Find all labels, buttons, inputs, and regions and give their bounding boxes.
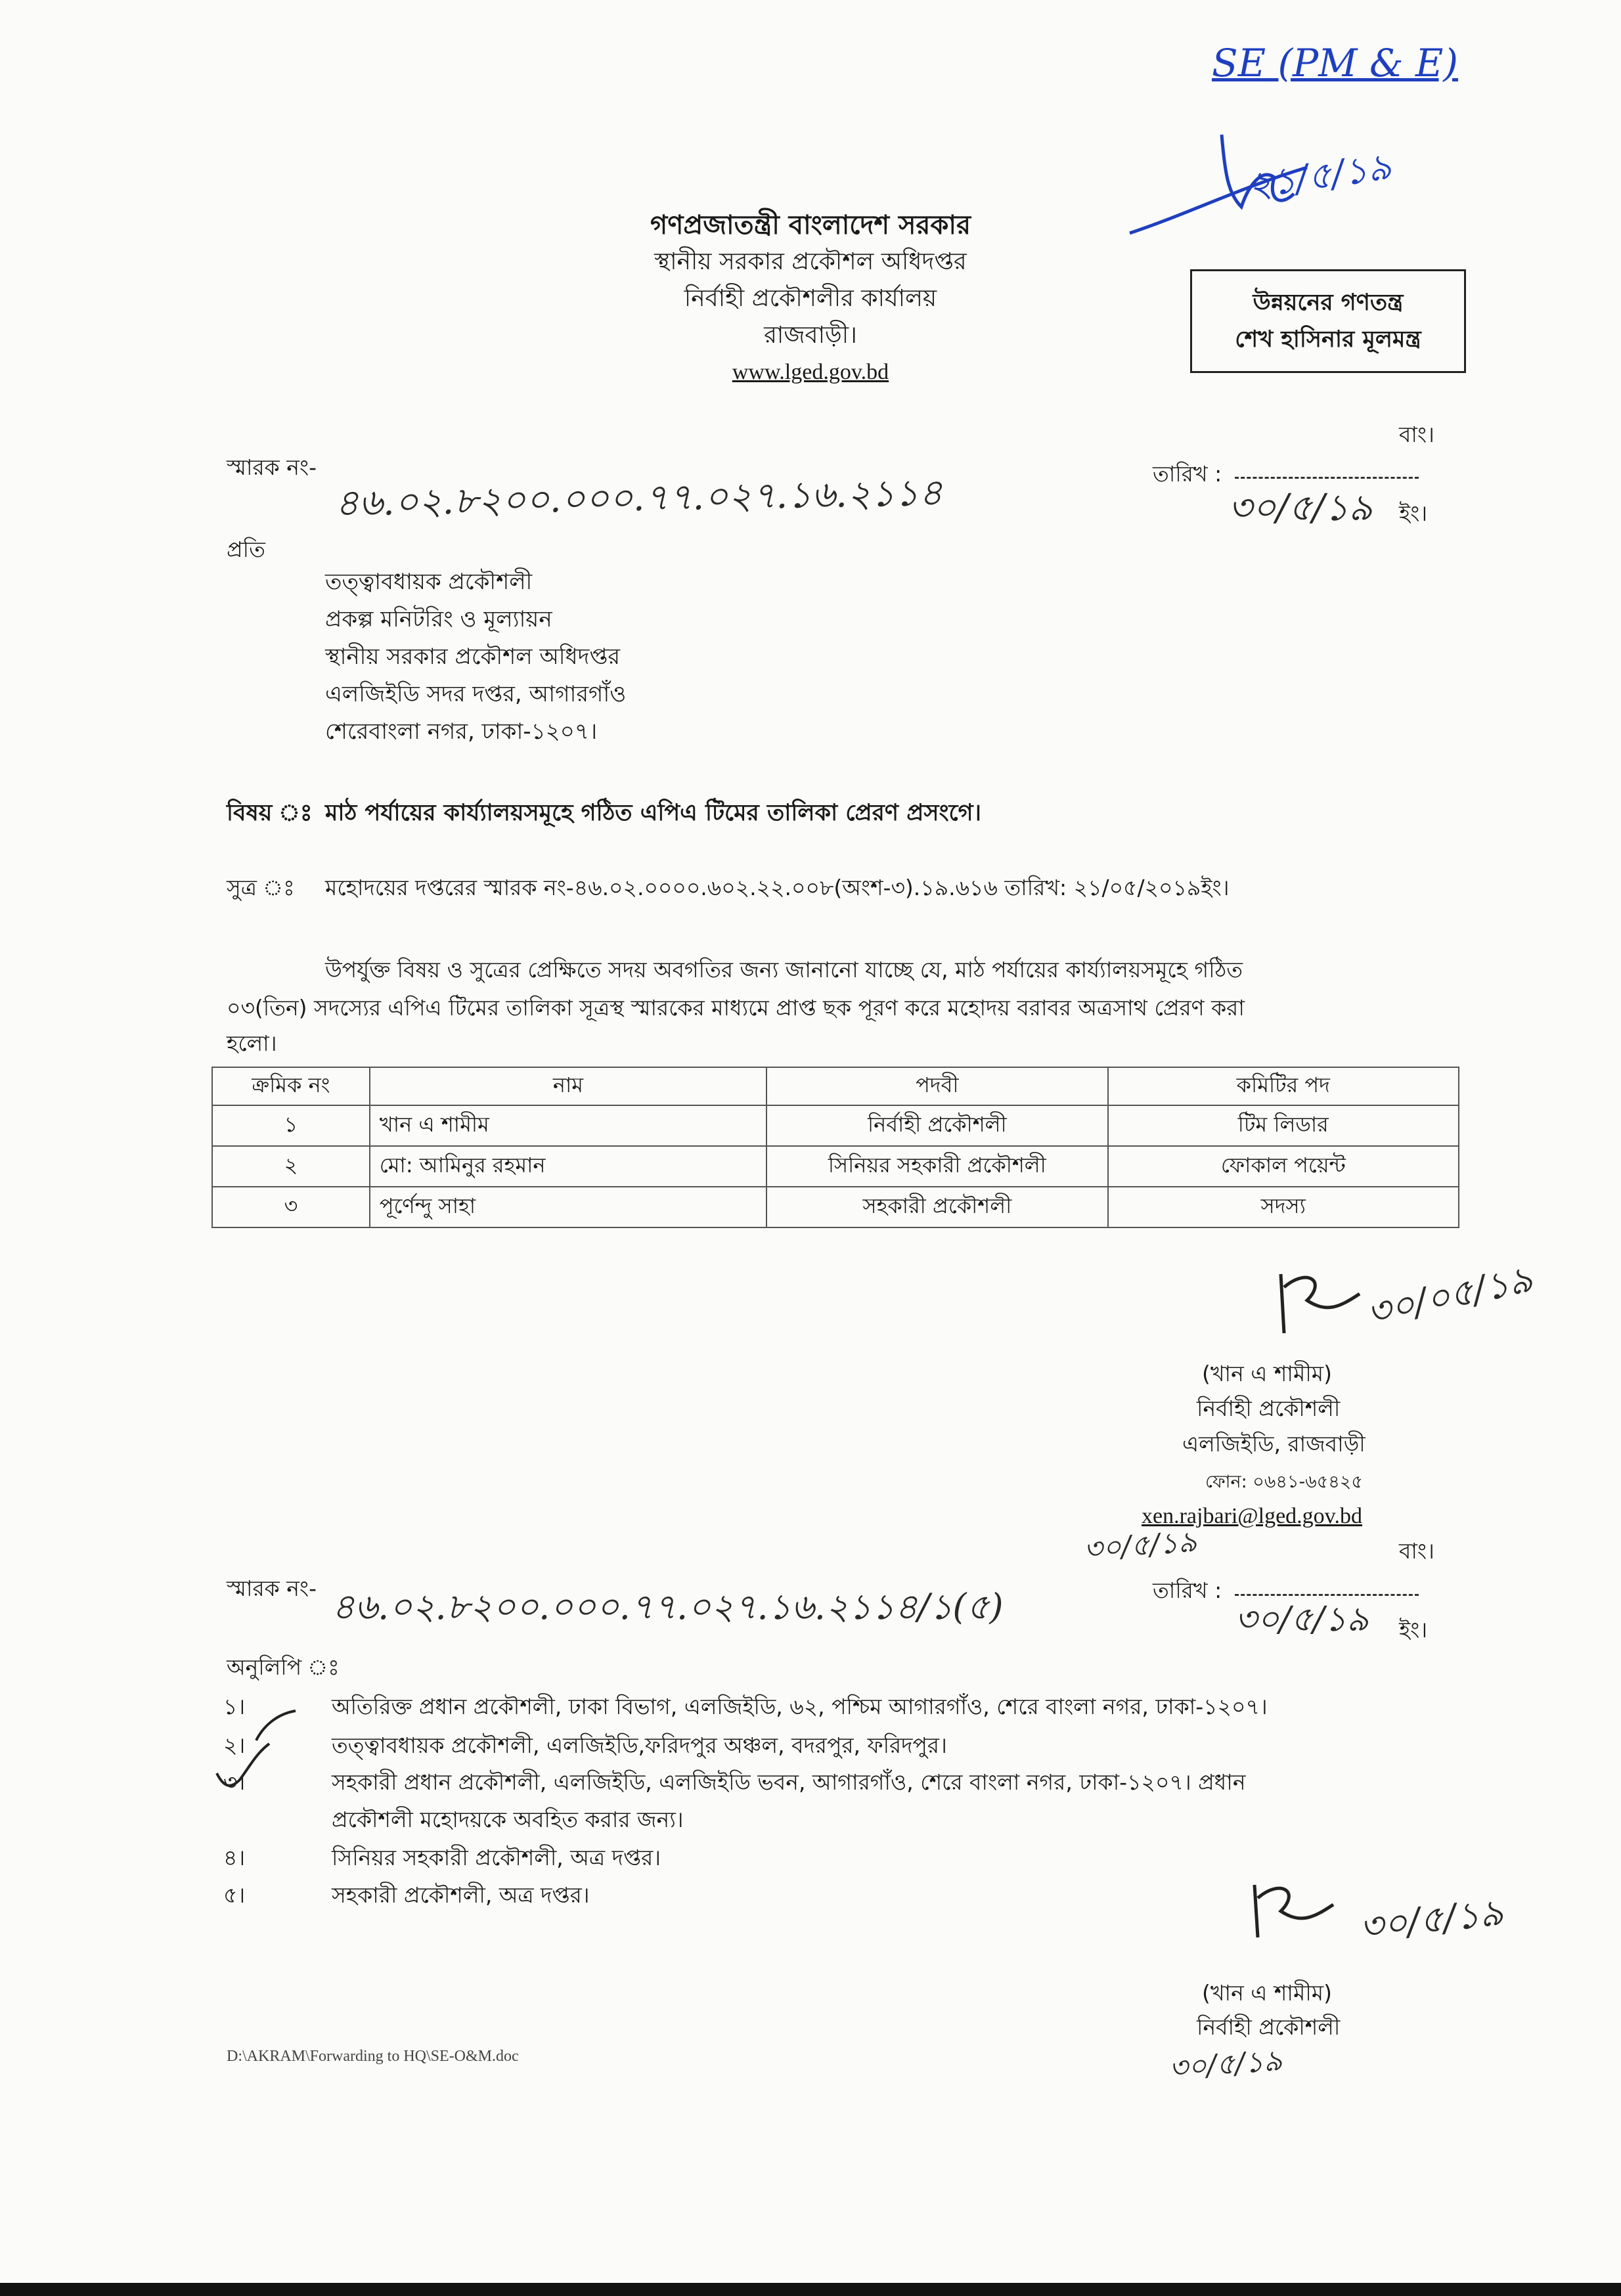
- scan-edge: [0, 2283, 1621, 2296]
- slogan-line-1: উন্নয়নের গণতন্ত্র: [1253, 290, 1404, 316]
- subject-label: বিষয় ঃ: [227, 800, 313, 826]
- copy-item-text: অতিরিক্ত প্রধান প্রকৌশলী, ঢাকা বিভাগ, এলজিইডি, ৬২, পশ্চিম আগারগাঁও, শেরে বাংলা নগর, ঢাকা-১২০৭।: [332, 1694, 1268, 1719]
- apa-team-table: [211, 1067, 1459, 1228]
- memo-number-handwritten: ৪৬.০২.৮২০০.০০০.৭৭.০২৭.১৬.২১১৪: [334, 471, 943, 525]
- copy-item-number: ২।: [223, 1733, 246, 1758]
- subject-text: মাঠ পর্যায়ের কার্য্যালয়সমূহে গঠিত এপিএ টিমের তালিকা প্রেরণ প্রসংগে।: [325, 800, 982, 826]
- col-header-serial: ক্রমিক নং: [212, 1067, 370, 1105]
- memo2-date-label: তারিখ :: [1153, 1578, 1222, 1603]
- to-label: প্রতি: [227, 537, 265, 562]
- website-link[interactable]: www.lged.gov.bd: [732, 360, 889, 384]
- signatory-name: (খান এ শামীম): [1202, 1361, 1332, 1386]
- copy-item-number: ১।: [223, 1694, 246, 1719]
- signatory-designation: নির্বাহী প্রকৌশলী: [1197, 1396, 1341, 1421]
- reference-label: সুত্র ঃ: [227, 875, 295, 900]
- recipient-line-1: তত্ত্বাবধায়ক প্রকৌশলী: [325, 569, 533, 595]
- cell-role: সদস্য: [1108, 1187, 1459, 1227]
- copy-to-label: অনুলিপি ঃ: [227, 1654, 340, 1680]
- signatory-2-designation: নির্বাহী প্রকৌশলী: [1197, 2014, 1341, 2040]
- memo2-bang: বাং।: [1399, 1538, 1434, 1564]
- cell-designation: সহকারী প্রকৌশলী: [766, 1187, 1107, 1227]
- table-row: [212, 1105, 1459, 1146]
- signatory-2-name: (খান এ শামীম): [1202, 1980, 1332, 2006]
- memo2-date-ing: ইং।: [1399, 1617, 1428, 1643]
- cell-role: ফোকাল পয়েন্ট: [1108, 1146, 1459, 1187]
- copy-item-text: তত্ত্বাবধায়ক প্রকৌশলী, এলজিইডি,ফরিদপুর অঞ্চল, বদরপুর, ফরিদপুর।: [332, 1733, 947, 1758]
- signature-1-date: ৩০/০৫/১৯: [1363, 1258, 1537, 1335]
- recipient-line-2: প্রকল্প মনিটরিং ও মূল্যায়ন: [325, 606, 552, 632]
- body-line-2: ০৩(তিন) সদস্যের এপিএ টিমের তালিকা সূত্রস্থ স্মারকের মাধ্যমে প্রাপ্ত ছক পূরণ করে মহোদয় বরাবর অত্রসাথ প্রেরণ করা: [227, 995, 1245, 1021]
- recipient-address: [325, 563, 626, 751]
- recipient-line-3: স্থানীয় সরকার প্রকৌশল অধিদপ্তর: [325, 644, 621, 670]
- office-name: নির্বাহী প্রকৌশলীর কার্যালয়: [684, 285, 937, 312]
- signature-2-date: ৩০/৫/১৯: [1357, 1891, 1506, 1949]
- department-name: স্থানীয় সরকার প্রকৌশল অধিদপ্তর: [654, 248, 967, 275]
- file-path: D:\AKRAM\Forwarding to HQ\SE-O&M.doc: [227, 2048, 519, 2065]
- signatory-email[interactable]: xen.rajbari@lged.gov.bd: [1142, 1504, 1362, 1528]
- govt-name: গণপ্রজাতন্ত্রী বাংলাদেশ সরকার: [650, 210, 971, 240]
- copy-item-number: ৫।: [223, 1882, 246, 1908]
- cell-serial: ২: [212, 1146, 370, 1187]
- signatory-phone: ফোন: ০৬৪১-৬৫৪২৫: [1205, 1472, 1363, 1492]
- slogan-box: [1190, 269, 1466, 373]
- signature-2: [1241, 1865, 1353, 1951]
- date-handwritten: ৩০/৫/১৯: [1228, 487, 1373, 529]
- memo2-date-handwritten: ৩০/৫/১৯: [1235, 1600, 1369, 1639]
- signatory-office: এলজিইডি, রাজবাড়ী: [1182, 1431, 1366, 1457]
- col-header-name: নাম: [370, 1067, 766, 1105]
- col-header-designation: পদবী: [766, 1067, 1107, 1105]
- handwritten-tick-marks: [210, 1708, 315, 1799]
- copy-item-number: ৪।: [223, 1845, 246, 1870]
- reference-text: মহোদয়ের দপ্তরের স্মারক নং-৪৬.০২.০০০০.৬০২.২২.০০৮(অংশ-৩).১৯.৬১৬ তারিখ: ২১/০৫/২০১৯ইং।: [325, 875, 1230, 900]
- copy-item-text-continued: প্রকৌশলী মহোদয়কে অবহিত করার জন্য।: [332, 1807, 684, 1832]
- memo2-number-handwritten: ৪৬.০২.৮২০০.০০০.৭৭.০২৭.১৬.২১১৪/১(৫): [332, 1586, 1004, 1627]
- table-header-row: [212, 1067, 1459, 1105]
- cell-serial: ১: [212, 1105, 370, 1146]
- signature-2-stamp-date: ৩০/৫/১৯: [1168, 2044, 1283, 2085]
- col-header-committee-role: কমিটির পদ: [1108, 1067, 1459, 1105]
- routing-initial-date: ২১/৫/১৯: [1245, 145, 1394, 208]
- table-row: [212, 1187, 1459, 1227]
- received-stamp-date: ৩০/৫/১৯: [1082, 1525, 1198, 1566]
- body-line-1: উপর্যুক্ত বিষয় ও সুত্রের প্রেক্ষিতে সদয় অবগতির জন্য জানানো যাচ্ছে যে, মাঠ পর্যায়ের কার্য্যালয়সমূহে গঠিত: [325, 957, 1243, 982]
- memo2-label: স্মারক নং-: [227, 1576, 317, 1601]
- cell-name: মো: আমিনুর রহমান: [370, 1146, 766, 1187]
- cell-name: পূর্ণেন্দু সাহা: [370, 1187, 766, 1227]
- cell-name: খান এ শামীম: [370, 1105, 766, 1146]
- routing-note: SE (PM & E): [1212, 41, 1459, 85]
- cell-role: টিম লিডার: [1108, 1105, 1459, 1146]
- date-label: তারিখ :: [1153, 461, 1222, 487]
- copy-item-text: সহকারী প্রধান প্রকৌশলী, এলজিইডি, এলজিইডি ভবন, আগারগাঁও, শেরে বাংলা নগর, ঢাকা-১২০৭। প্রধান: [332, 1769, 1246, 1795]
- body-line-3: হলো।: [227, 1030, 277, 1056]
- slogan-line-2: শেখ হাসিনার মূলমন্ত্র: [1235, 326, 1421, 353]
- date-dotted-line: [1235, 477, 1419, 479]
- date-ing: ইং।: [1399, 500, 1428, 526]
- recipient-line-5: শেরেবাংলা নগর, ঢাকা-১২০৭।: [325, 718, 598, 745]
- memo-bang: বাং।: [1399, 422, 1434, 447]
- memo-label: স্মারক নং-: [227, 454, 317, 480]
- copy-item-text: সিনিয়র সহকারী প্রকৌশলী, অত্র দপ্তর।: [332, 1845, 661, 1870]
- cell-designation: সিনিয়র সহকারী প্রকৌশলী: [766, 1146, 1107, 1187]
- recipient-line-4: এলজিইডি সদর দপ্তর, আগারগাঁও: [325, 681, 627, 707]
- copy-item-text: সহকারী প্রকৌশলী, অত্র দপ্তর।: [332, 1882, 590, 1908]
- table-row: [212, 1146, 1459, 1187]
- cell-designation: নির্বাহী প্রকৌশলী: [766, 1105, 1107, 1146]
- cell-serial: ৩: [212, 1187, 370, 1227]
- district-name: রাজবাড়ী।: [764, 322, 857, 349]
- copy-item-number: ৩।: [223, 1769, 246, 1795]
